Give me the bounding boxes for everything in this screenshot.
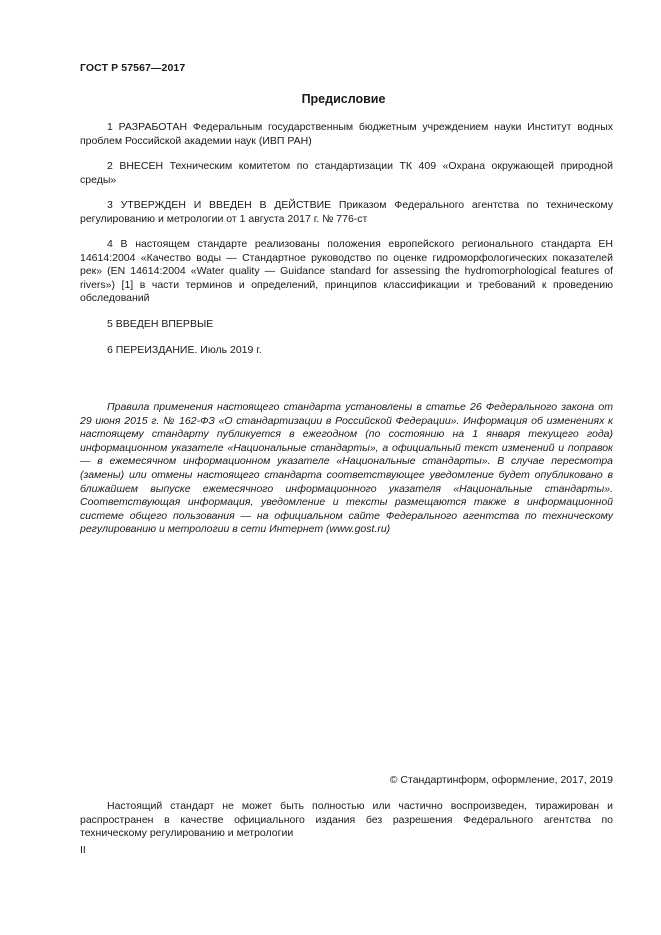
application-notice: Правила применения настоящего стандарта установлены в статье 26 Федерального закона от 29 июня 2015 г. № 162-ФЗ «О стандартизации в Российской Федерации». Информация об изменениях к настоящему стандарту публикуется в ежегодном (по состоянию на 1 января текущего года) информационном указателе «Национальные стандарты», а официальный текст изменений и поправок — в ежемесячном информационном указателе «Национальные стандарты». В случае пересмотра (замены) или отмены настоящего стандарта соответствующее уведомление будет опубликовано в ближайшем выпуске ежемесячного информационного указателя «Национальные стандарты». Соответствующая информация, уведомление и тексты размещаются также в информационной системе общего пользования — на официальном сайте Федерального агентства по техническому регулированию и метрологии в сети Интернет (www.gost.ru) (80, 401, 613, 536)
section-title: Предисловие (301, 92, 386, 106)
preface-item-3: 3 УТВЕРЖДЕН И ВВЕДЕН В ДЕЙСТВИЕ Приказом Федерального агентства по техническому регулированию и метрологии от 1 августа 2017 г. № 776-ст (80, 199, 613, 225)
copyright-line: © Стандартинформ, оформление, 2017, 2019 (389, 774, 613, 786)
standard-code: ГОСТ Р 57567—2017 (80, 62, 186, 74)
preface-item-1: 1 РАЗРАБОТАН Федеральным государственным бюджетным учреждением науки Институт водных проблем Российской академии наук (ИВП РАН) (80, 121, 613, 147)
page-number: II (80, 844, 86, 856)
reproduction-notice: Настоящий стандарт не может быть полностью или частично воспроизведен, тиражирован и распространен в качестве официального издания без разрешения Федерального агентства по техническому регулированию и метрологии (80, 800, 613, 840)
preface-item-4: 4 В настоящем стандарте реализованы положения европейского регионального стандарта ЕН 14614:2004 «Качество воды — Стандартное руководство по оценке гидроморфологических показателей рек» (EN 14614:2004 «Water quality — Guidance standard for assessing the hydromorphological features of rivers») [1] в части терминов и определений, принципов классификации и требований к проведению обследований (80, 238, 613, 305)
preface-item-6: 6 ПЕРЕИЗДАНИЕ. Июль 2019 г. (107, 344, 262, 356)
preface-item-5: 5 ВВЕДЕН ВПЕРВЫЕ (107, 318, 214, 330)
preface-item-2: 2 ВНЕСЕН Техническим комитетом по стандартизации ТК 409 «Охрана окружающей природной среды» (80, 160, 613, 186)
